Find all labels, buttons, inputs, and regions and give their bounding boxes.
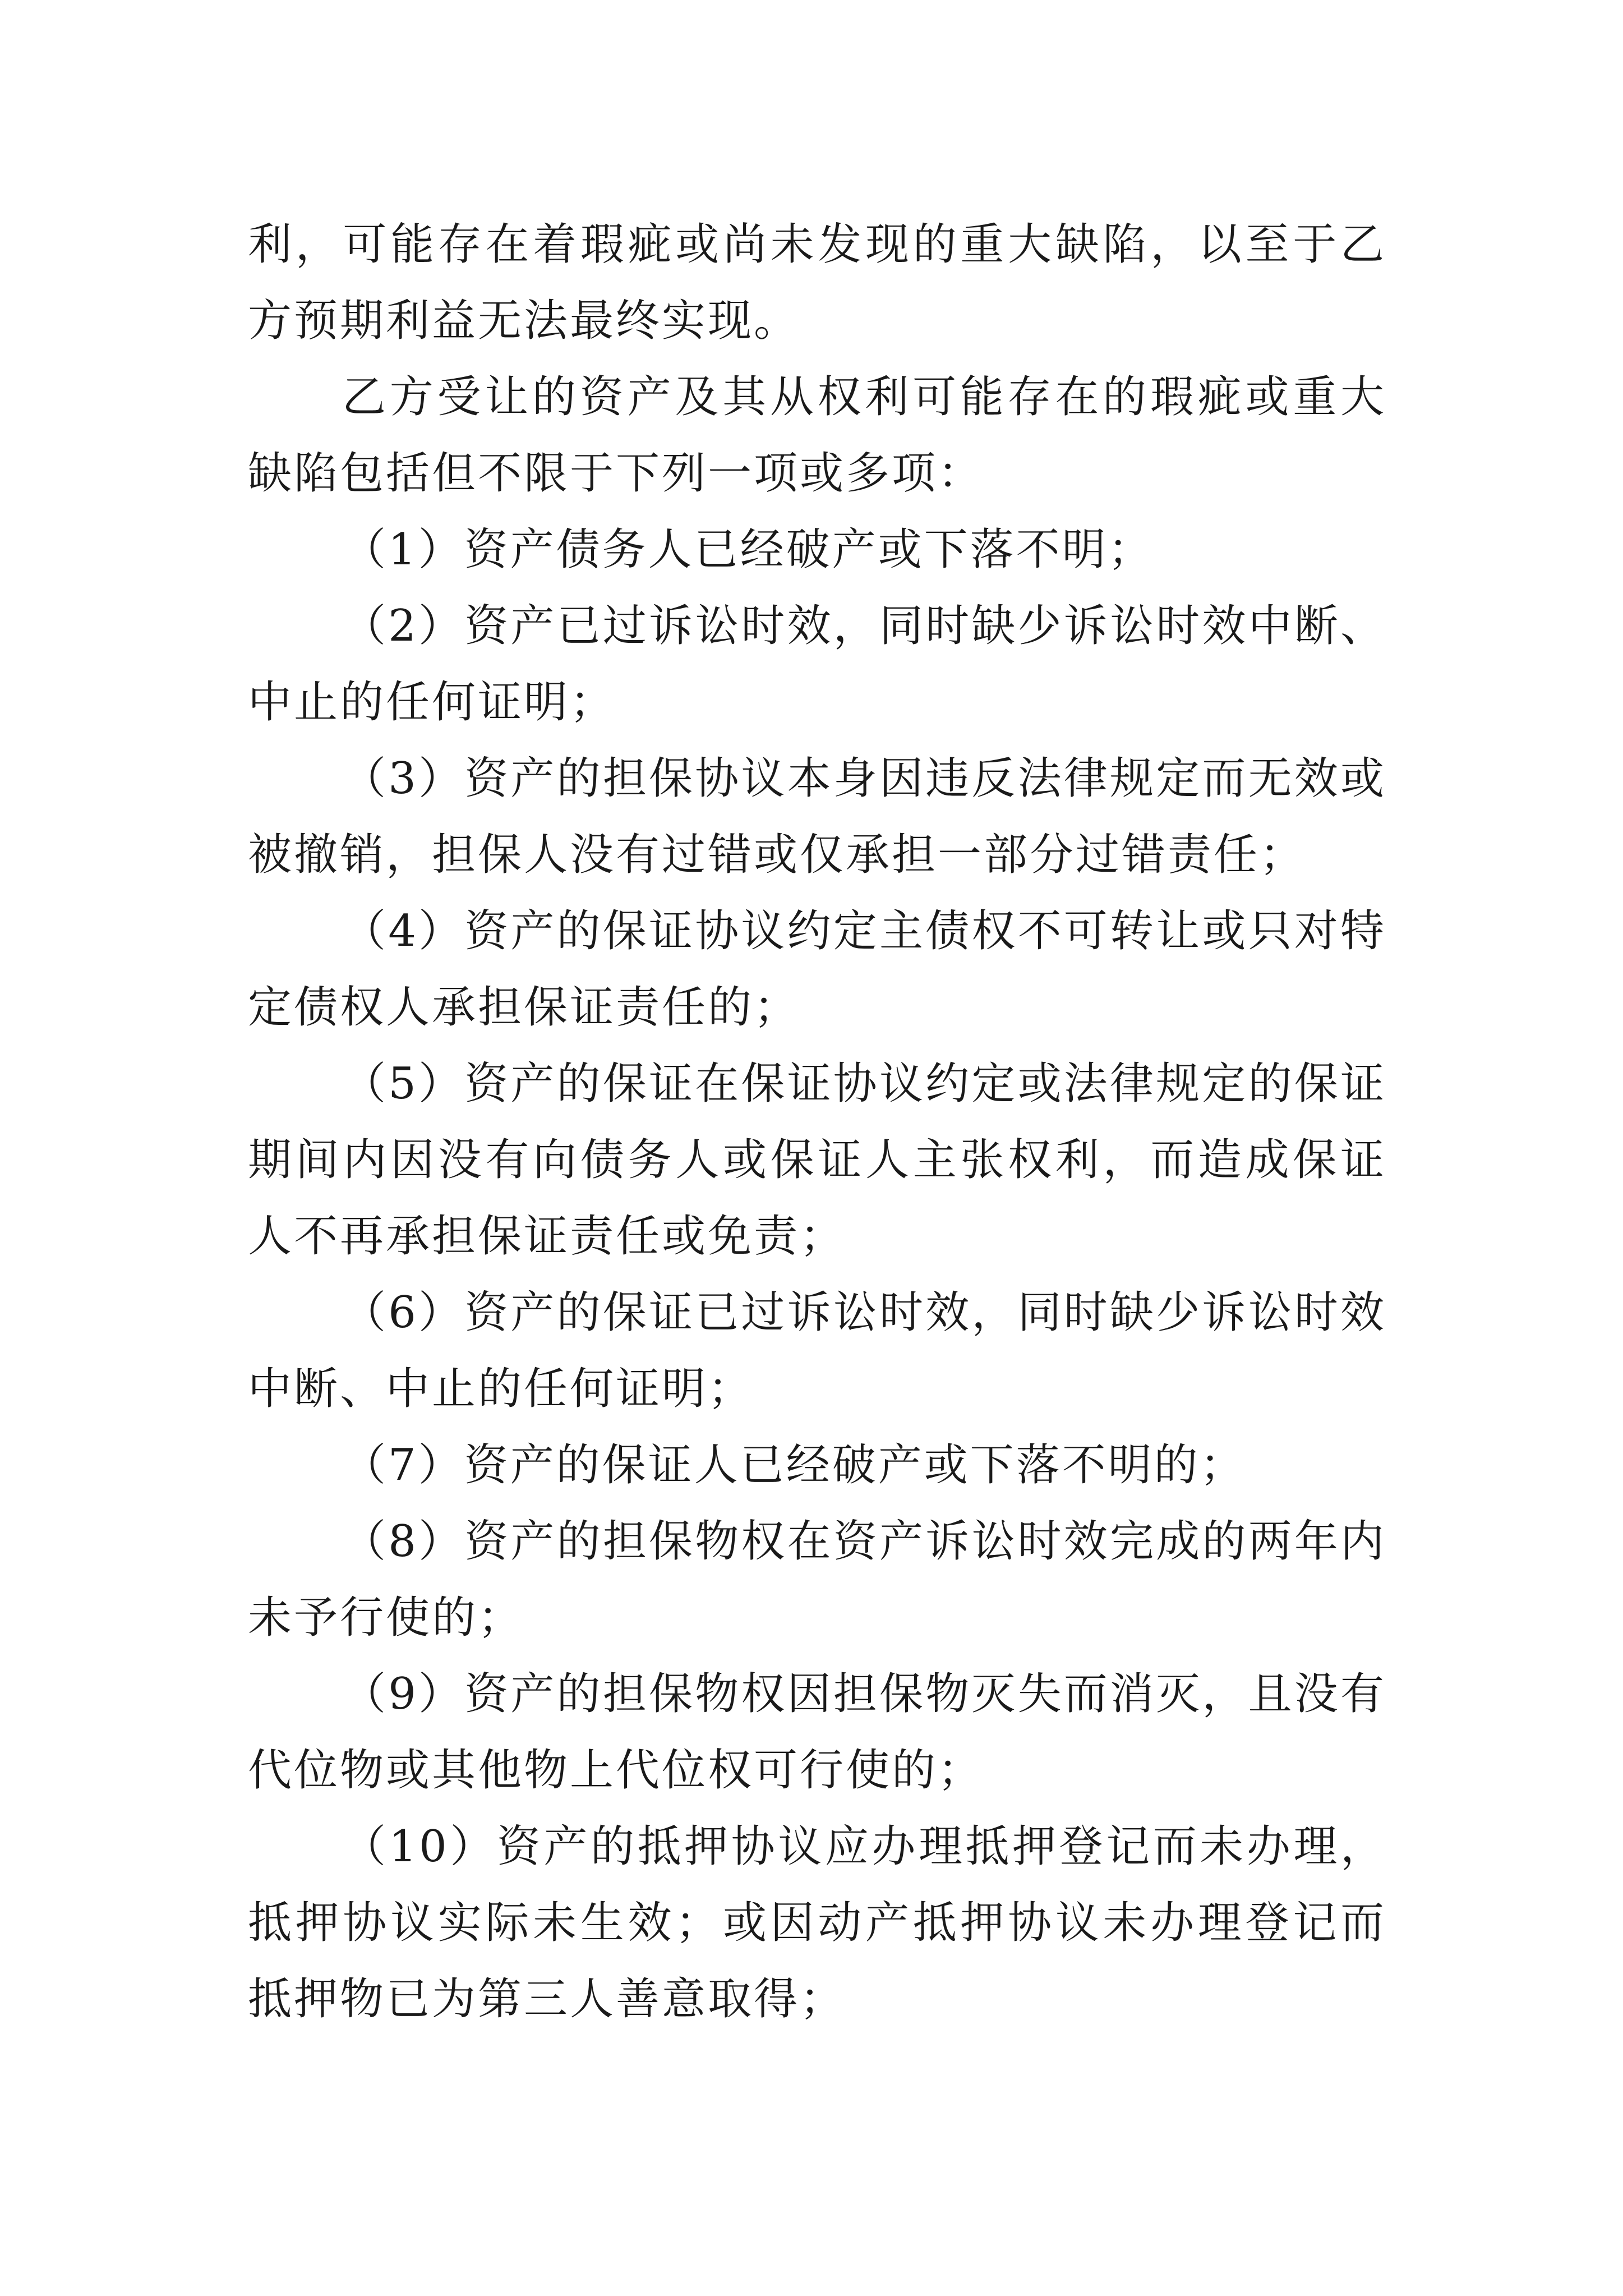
list-item-9: （9）资产的担保物权因担保物灭失而消灭，且没有代位物或其他物上代位权可行使的； [248, 1669, 1386, 1796]
document-body [248, 206, 1386, 2037]
list-item-1: （1）资产债务人已经破产或下落不明； [342, 524, 1154, 575]
list-item-10: （10）资产的抵押协议应办理抵押登记而未办理，抵押协议实际未生效；或因动产抵押协议未办理登记而抵押物已为第三人善意取得； [248, 1821, 1386, 2024]
paragraph-2: 乙方受让的资产及其从权利可能存在的瑕疵或重大缺陷包括但不限于下列一项或多项： [248, 372, 1386, 499]
list-item-5: （5）资产的保证在保证协议约定或法律规定的保证期间内因没有向债务人或保证人主张权利，而造成保证人不再承担保证责任或免责； [248, 1059, 1386, 1262]
list-item-2: （2）资产已过诉讼时效，同时缺少诉讼时效中断、中止的任何证明； [248, 601, 1386, 728]
list-item-3: （3）资产的担保协议本身因违反法律规定而无效或被撤销，担保人没有过错或仅承担一部分过错责任； [248, 753, 1386, 880]
list-item-6: （6）资产的保证已过诉讼时效，同时缺少诉讼时效中断、中止的任何证明； [248, 1287, 1386, 1414]
list-item-7: （7）资产的保证人已经破产或下落不明的； [342, 1440, 1246, 1490]
list-item-8: （8）资产的担保物权在资产诉讼时效完成的两年内未予行使的； [248, 1516, 1386, 1643]
list-item-4: （4）资产的保证协议约定主债权不可转让或只对特定债权人承担保证责任的； [248, 906, 1386, 1033]
paragraph-1: 利，可能存在着瑕疵或尚未发现的重大缺陷，以至于乙方预期利益无法最终实现。 [248, 219, 1386, 346]
